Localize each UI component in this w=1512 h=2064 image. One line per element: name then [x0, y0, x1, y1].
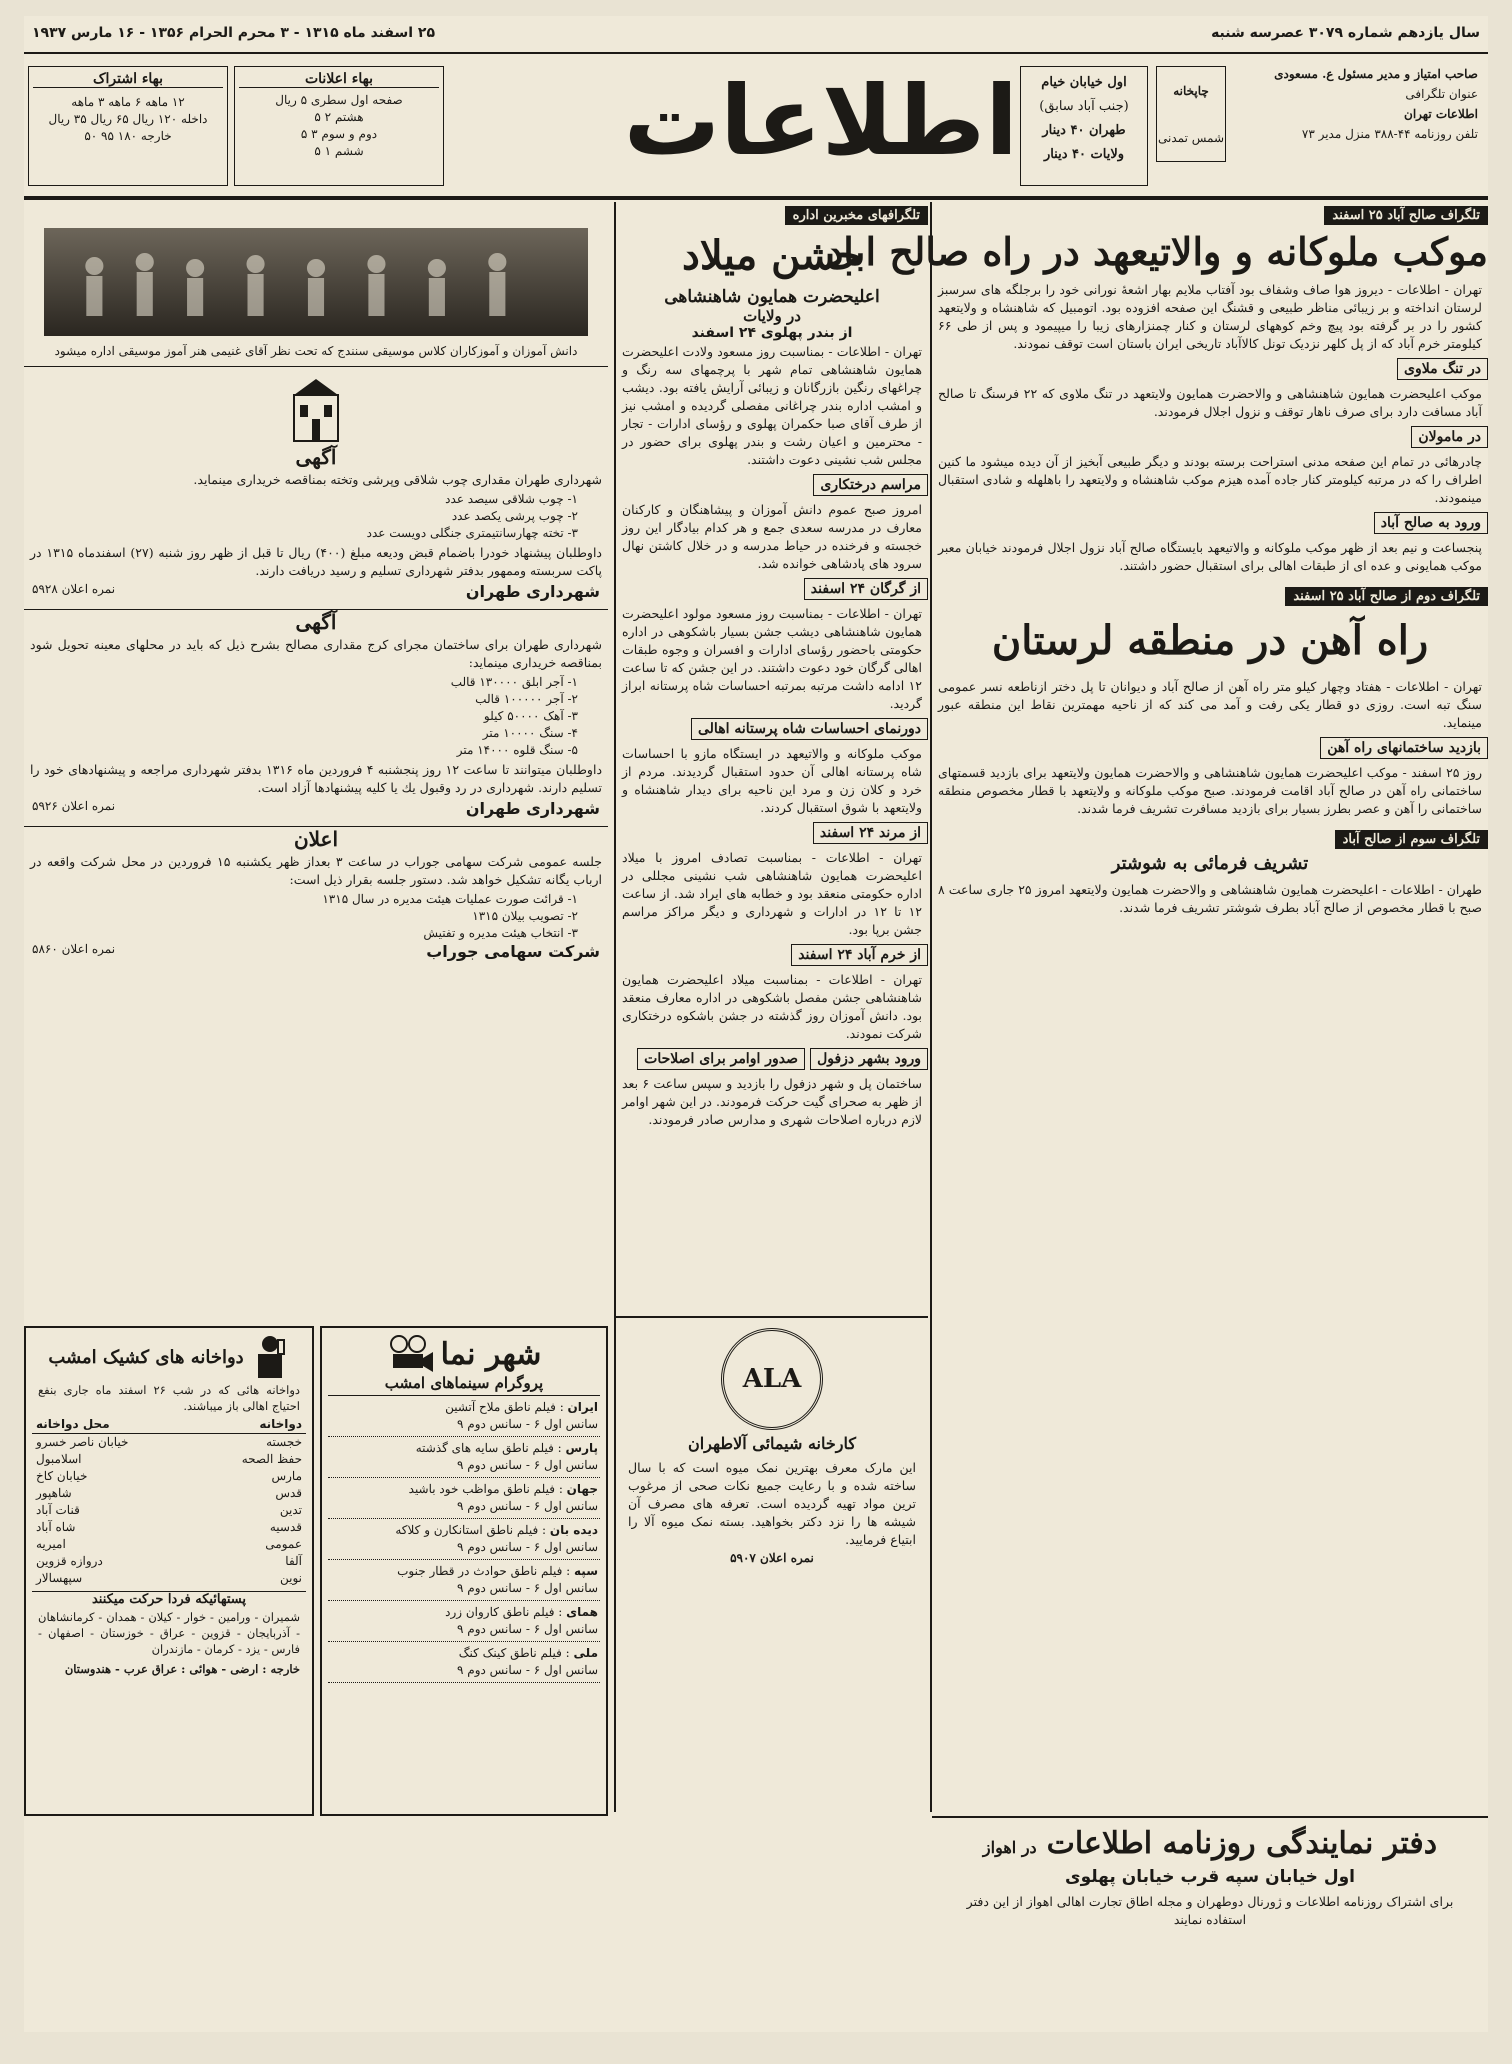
divider	[24, 366, 608, 367]
cinema-name: جهان	[566, 1482, 598, 1496]
pharmacy-row	[32, 1434, 306, 1451]
address-line: طهران ۴۰ دینار	[1042, 123, 1126, 138]
secondary-headline: راه آهن در منطقه لرستان	[991, 617, 1429, 664]
notice-items	[24, 674, 608, 759]
owner-line: اطلاعات تهران	[1404, 107, 1478, 121]
subheading: صدور اوامر برای اصلاحات	[637, 1048, 805, 1070]
notice-item: ۵- سنگ قلوه ۱۴۰۰۰ متر	[456, 743, 578, 757]
notice-items	[24, 491, 608, 542]
section-label: تلگراف دوم از صالح آباد ۲۵ اسفند	[1285, 587, 1488, 606]
birthday-subheadline: در ولایات	[743, 307, 801, 325]
cinema-entry: دیده بان : فیلم ناطق استانکارن و کلاکه سانس اول ۶ - سانس دوم ۹	[328, 1519, 600, 1560]
notice-footer	[24, 799, 608, 818]
pharmacy-box	[24, 1326, 314, 1816]
ala-ad-text: این مارک معرف بهترین نمک میوه است که با سال ساخته شده و با رعایت جمیع نکات صحی از مرغوب ترین مواد تهیه گردیده است. تعرفه های مصرف آن شیشه ها را نزد دکتر بخواهید. بسته نمک میوه آلا را ابتیاع فرمایید.	[628, 1460, 916, 1547]
subheading: ورود به صالح آباد	[1374, 512, 1488, 534]
cinema-film: فیلم ناطق استانکارن و کلاکه	[395, 1523, 539, 1537]
address-box	[1020, 66, 1148, 186]
cinema-name: پارس	[565, 1441, 598, 1455]
printer-stamp-top: چاپخانه	[1173, 83, 1209, 98]
banner-line	[940, 1826, 1480, 1861]
pharmacy-name: نوین	[279, 1571, 302, 1585]
ad-rate-row: هشتم ۲ ۵	[314, 110, 364, 124]
notice-body: داوطلبان پیشنهاد خودرا باضمام قبض ودیعه مبلغ (۴۰۰) ریال تا قبل از ظهر روز شنبه (۲۷) اسفندماه ۱۳۱۵ در پاکت سربسته وممهور بدفتر شهرداری تسلیم و رسید دریافت دارند.	[30, 545, 602, 578]
subheading: مراسم درختکاری	[813, 474, 928, 496]
pharmacy-intro: دواخانه هائی که در شب ۲۶ اسفند ماه جاری بنفع احتیاج اهالی باز میباشند.	[38, 1383, 300, 1413]
owner-line: صاحب امتیاز و مدیر مسئول ع. مسعودی	[1274, 67, 1478, 81]
pharmacy-title: دواخانه های کشیک امشب	[48, 1346, 244, 1368]
notice-footer	[24, 582, 608, 601]
banner-title: دفتر نمایندگی روزنامه اطلاعات	[1046, 1826, 1438, 1861]
pharmacy-table-header	[32, 1416, 306, 1434]
cinema-name: ملی	[573, 1646, 598, 1660]
dateline-issue: سال یازدهم شماره ۳۰۷۹ عصرسه شنبه	[1211, 25, 1480, 41]
cinema-film: فیلم ناطق حوادث در قطار جنوب	[397, 1564, 563, 1578]
pharmacy-location: خیابان کاخ	[36, 1469, 88, 1483]
cinema-list	[328, 1396, 600, 1683]
notice-title: آگهی	[295, 445, 337, 469]
owner-line: عنوان تلگرافی	[1405, 87, 1478, 101]
notice-item: ۱- چوب شلاقی سیصد عدد	[445, 492, 578, 506]
article-paragraph: تهران - اطلاعات - هفتاد وچهار کیلو متر راه آهن از صالح آباد و دیوانان تا پل دختر ازناطعه نسر عمومی سنگ تبه است. روزی دو قطار یکی رفت و آمد می کند که از ناحیه مهمترین نقاط این منطقه عبور مینماید.	[938, 679, 1482, 730]
cinema-entry: ایران : فیلم ناطق ملاح آتشین سانس اول ۶ - سانس دوم ۹	[328, 1396, 600, 1437]
article-paragraph: پنجساعت و نیم بعد از ظهر موکب ملوکانه و والاتیعهد بایستگاه صالح آباد نزول اجلال فرمودند خیابان معبر موکب همایونی و عده ای از طبقات اهالی برای استقبال حضور داشتند.	[938, 540, 1482, 573]
building-emblem-icon	[286, 375, 346, 445]
subheading: از گرگان ۲۴ اسفند	[804, 578, 928, 600]
article-paragraph: چادرهائی در تمام این صفحه مدنی استراحت برسته بودند و دیگر طبیعی آبخیز از آن دیده میشود ما کنین اطراف را که در مرتبه کیلومتر کنار جاده آمده هیزم موکب شاهنشاه و ولایتعهد را باهلهله و شادی استقبال مینمودند.	[938, 454, 1482, 505]
cinema-times: سانس اول ۶ - سانس دوم ۹	[457, 1458, 598, 1472]
pharmacy-name: مارس	[271, 1469, 302, 1483]
ala-advert	[616, 1316, 928, 1616]
section-label: تلگراف سوم از صالح آباد	[1335, 830, 1488, 849]
cinema-times: سانس اول ۶ - سانس دوم ۹	[457, 1417, 598, 1431]
cinema-header	[328, 1334, 600, 1374]
cinema-program-title: پروگرام سینماهای امشب	[328, 1374, 600, 1396]
pharmacy-location: شاه آباد	[36, 1520, 76, 1534]
notice-body: شهرداری طهران برای ساختمان مجرای کرج مقداری مصالح بشرح ذیل که باید در محلهای معینه تحویل شود بمناقصه خریداری مینماید:	[30, 637, 602, 670]
subheading: در تنگ ملاوی	[1397, 358, 1488, 380]
masthead-rule	[24, 196, 1488, 200]
pharmacy-name: قدسیه	[269, 1520, 302, 1534]
cinema-film: فیلم ناطق کاروان زرد	[445, 1605, 555, 1619]
section-label: تلگراف صالح آباد ۲۵ اسفند	[1324, 206, 1488, 225]
music-class-photo	[44, 228, 588, 336]
ad-rates-title: بهاء اعلانات	[239, 71, 439, 88]
dateline-date: ۲۵ اسفند ماه ۱۳۱۵ - ۳ محرم الحرام ۱۳۵۶ - ۱۶ مارس ۱۹۳۷	[32, 25, 436, 41]
pharmacy-row	[32, 1519, 306, 1536]
cinema-film: فیلم ناطق کینک کنگ	[458, 1646, 562, 1660]
pharmacy-location: خیابان ناصر خسرو	[36, 1435, 129, 1449]
pharmacy-location: سپهسالار	[36, 1571, 83, 1585]
notice-body: شهرداری طهران مقداری چوب شلاقی وپرشی وتخته بمناقصه خریداری مینماید.	[193, 472, 602, 487]
postal-body: شمیران - ورامین - خوار - کیلان - همدان - کرمانشاهان - آذربایجان - قزوین - عراق - خوزستان - اصفهان - فارس - یزد - کرمان - مازندران	[38, 1610, 300, 1656]
birthday-subheadline: اعلیحضرت همایون شاهنشاهی	[664, 287, 880, 307]
subheading: تشریف فرمائی به شوشتر	[1111, 853, 1309, 874]
article-paragraph: ساختمان پل و شهر دزفول را بازدید و سپس ساعت ۶ بعد از ظهر به صحرای گیت حرکت فرمودند. در این شهر اوامر لازم درباره اصلاحات شهری و مدارس صادر فرمودند.	[622, 1076, 922, 1127]
subheading: ورود بشهر دزفول	[810, 1048, 928, 1070]
birthday-headline: جشن میلاد	[682, 232, 862, 279]
cinema-entry: جهان : فیلم ناطق مواظب خود باشید سانس اول ۶ - سانس دوم ۹	[328, 1478, 600, 1519]
article-paragraph: تهران - اطلاعات - بمناسبت میلاد اعلیحضرت همایون شاهنشاهی جشن مفصل باشکوهی در اداره معارف منعقد بود. دانش آموزان روز گذشته در جشن باشکوه درختکاری شرکت نمودند.	[622, 972, 922, 1041]
article-paragraph: تهران - اطلاعات - بمناسبت تصادف امروز با میلاد اعلیحضرت همایون شاهنشاهی شب نشینی مجللی در اداره حکومتی منعقد بود و خطابه های ایراد شد. از ساعت ۱۲ تا ۱۲ در ادارات و شهرداری و دیگر مراکز مراسم جشن برپا بود.	[622, 850, 922, 937]
pharmacy-name: قدس	[275, 1486, 302, 1500]
pharmacy-location: دروازه قزوین	[36, 1554, 103, 1568]
cinema-entry: سپه : فیلم ناطق حوادث در قطار جنوب سانس اول ۶ - سانس دوم ۹	[328, 1560, 600, 1601]
municipal-emblem	[24, 375, 608, 445]
subscription-row: ۱۲ ماهه ۶ ماهه ۳ ماهه	[71, 95, 185, 109]
subheading: از مرند ۲۴ اسفند	[813, 822, 928, 844]
notice-footer	[24, 942, 608, 961]
owner-info	[1234, 58, 1484, 178]
pharmacy-row	[32, 1570, 306, 1587]
pharmacy-row	[32, 1468, 306, 1485]
notice-number: نمره اعلان ۵۸۶۰	[32, 942, 116, 956]
subscription-list	[33, 94, 223, 145]
newspaper-page	[24, 16, 1488, 2032]
subscription-box	[28, 66, 228, 186]
cinema-entry: پارس : فیلم ناطق سایه های گذشته سانس اول ۶ - سانس دوم ۹	[328, 1437, 600, 1478]
notice-signature: شهرداری طهران	[465, 582, 600, 601]
cinema-name: ایران	[567, 1400, 598, 1414]
cinema-name: سپه	[574, 1564, 598, 1578]
notice-number: نمره اعلان ۵۹۲۶	[32, 799, 116, 813]
cinema-box	[320, 1326, 608, 1816]
ad-rates-list	[239, 92, 439, 160]
notice-items	[24, 891, 608, 942]
cinema-times: سانس اول ۶ - سانس دوم ۹	[457, 1663, 598, 1677]
photo-caption: دانش آموزان و آموزکاران کلاس موسیقی سنندج که تحت نظر آقای غنیمی هنر آموز موسیقی اداره میشود	[54, 344, 578, 358]
ad-rates-box	[234, 66, 444, 186]
pharmacy-row	[32, 1451, 306, 1468]
subscription-row: داخله ۱۲۰ ریال ۶۵ ریال ۳۵ ریال	[48, 112, 208, 126]
ala-seal-logo: ALA	[721, 1328, 823, 1430]
pharmacy-list	[32, 1434, 306, 1587]
pharmacy-location: قنات آباد	[36, 1503, 80, 1517]
film-projector-icon	[387, 1334, 433, 1374]
dateline-item: از بندر پهلوی ۲۴ اسفند	[691, 325, 853, 341]
photo-figures	[44, 228, 588, 336]
pharmacy-location: شاهپور	[36, 1486, 72, 1500]
cinema-title: شهر نما	[440, 1336, 542, 1372]
pharmacy-row	[32, 1553, 306, 1570]
subheading: در مامولان	[1411, 426, 1488, 448]
ahvaz-office-banner	[932, 1816, 1488, 2016]
banner-city: در اهواز	[982, 1838, 1037, 1857]
notice-title: آگهی	[24, 609, 608, 634]
ad-rate-row: صفحه اول سطری ۵ ریال	[275, 93, 403, 107]
subheading: از خرم آباد ۲۴ اسفند	[791, 944, 928, 966]
notice-item: ۲- تصویب بیلان ۱۳۱۵	[472, 909, 578, 923]
ad-rate-row: دوم و سوم ۳ ۵	[300, 127, 378, 141]
article-paragraph: تهران - اطلاعات - بمناسبت روز مسعود مولود اعلیحضرت همایون شاهنشاهی دیشب جشن بسیار باشکوهی در اداره حکومتی باحضور رؤسای ادارات و افسران و وجوه طبقات اهالی گرگان خود دعوت داشتند. در این جشن که تا ساعت ۱۲ ادامه داشت مرتبه بمرتبه احساسات شاه پرستانه ابراز گردید.	[622, 606, 922, 711]
pharmacy-name: عمومی	[265, 1537, 302, 1551]
subscription-title: بهاء اشتراک	[33, 71, 223, 88]
cinema-times: سانس اول ۶ - سانس دوم ۹	[457, 1499, 598, 1513]
dateline-rule	[24, 52, 1488, 54]
pharmacy-name: حفظ الصحه	[241, 1452, 302, 1466]
pharmacy-location: امیریه	[36, 1537, 66, 1551]
cinema-entry: ملی : فیلم ناطق کینک کنگ سانس اول ۶ - سانس دوم ۹	[328, 1642, 600, 1683]
subscription-row: خارجه ۱۸۰ ۹۵ ۵۰	[84, 129, 172, 143]
article-paragraph: تهران - اطلاعات - دیروز هوا صاف وشفاف بود آفتاب ملایم بهار اشعهٔ نورانی خود را برجلگه های سرسبز لرستان انداخته و بر زیبائی مناظر طبیعی و قشنگ این صفحه افزوده بود. اتومبیل که شاهنشاه و ولایتعهد کشور را در بر گرفته بود پیچ وخم کوههای لرستان و کنار چمنزارهای زیبا را میپیمود و پس از طی ۶۶ کیلومتر خرم آباد که از پل کلهر نزدیک تونل کالاآباد تاریخی ایران باستان است توقف نمودند.	[938, 282, 1482, 351]
notice-body: داوطلبان میتوانند تا ساعت ۱۲ روز پنجشنبه ۴ فروردین ماه ۱۳۱۶ بدفتر شهرداری مراجعه و پیشنهادهای خود را تسلیم دارند. شهرداری در رد وقبول یك یا کلیه پیشنهادها آزاد است.	[30, 762, 603, 795]
banner-address: اول خیابان سپه قرب خیابان پهلوی	[1065, 1867, 1355, 1887]
cinema-film: فیلم ناطق مواظب خود باشید	[408, 1482, 555, 1496]
postal-title: پستهائیکه فردا حرکت میکنند	[32, 1591, 306, 1607]
notice-item: ۱- آجر ابلق ۱۳۰۰۰۰ قالب	[450, 675, 578, 689]
notice-number: نمره اعلان ۵۹۲۸	[32, 582, 116, 596]
notice-item: ۳- آهک ۵۰۰۰۰ کیلو	[483, 709, 578, 723]
cinema-film: فیلم ناطق سایه های گذشته	[415, 1441, 554, 1455]
notice-item: ۴- سنگ ۱۰۰۰۰ متر	[482, 726, 578, 740]
cinema-times: سانس اول ۶ - سانس دوم ۹	[457, 1622, 598, 1636]
printer-stamp	[1156, 66, 1226, 162]
cinema-name: همای	[566, 1605, 598, 1619]
address-line: ولایات ۴۰ دینار	[1043, 147, 1125, 162]
notice-item: ۲- آجر ۱۰۰۰۰۰ قالب	[475, 692, 578, 706]
notice-signature: شهرداری طهران	[465, 799, 600, 818]
printer-stamp-bottom: شمس تمدنی	[1157, 130, 1225, 145]
article-paragraph: روز ۲۵ اسفند - موکب اعلیحضرت همایون شاهنشاهی و والاحضرت همایون ولایتعهد برای بازدید قسمتهای ساختمانی راه آهن در صالح آباد اقامت فرمودند. صبح موکب ملوکانه و ولایتعهد با قطار مخصوص منطقه ساختمانی را آهن و عصر بطرز بسیار برای بازدید مسافرت تشریف فرما شدند.	[938, 765, 1482, 816]
notice-item: ۱- قرائت صورت عملیات هیئت مدیره در سال ۱۳۱۵	[322, 892, 578, 906]
pharmacy-col-name: دواخانه	[259, 1417, 302, 1431]
masthead-title: اطلاعات	[623, 65, 1018, 177]
main-headline: موکب ملوکانه و والاتیعهد در راه صالح اباد	[826, 229, 1488, 274]
article-paragraph: موکب اعلیحضرت همایون شاهنشاهی و والاحضرت همایون ولایتعهد در تنگ ملاوی که ۲۲ فرسنگ تا صالح آباد مسافت دارد برای صرف ناهار توقف و نزول اجلال فرمودند.	[938, 386, 1482, 419]
cinema-name: دیده بان	[549, 1523, 598, 1537]
pharmacy-location: اسلامبول	[36, 1452, 82, 1466]
cinema-times: سانس اول ۶ - سانس دوم ۹	[457, 1581, 598, 1595]
pharmacy-name: آلفا	[285, 1554, 302, 1568]
notice-item: ۳- تخته چهارسانتیمتری جنگلی دویست عدد	[366, 526, 578, 540]
pharmacy-header	[32, 1334, 306, 1380]
notice-item: ۲- چوب پرشی یکصد عدد	[451, 509, 578, 523]
pharmacy-row	[32, 1536, 306, 1553]
pharmacy-row	[32, 1485, 306, 1502]
article-paragraph: امروز صبح عموم دانش آموزان و پیشاهنگان و کارکنان معارف در مدرسه سعدی جمع و هر کدام بیادگار این روز خجسته و فرخنده در حیاط مدرسه و در خلال کاشتن نهال سرود های پادشاهی خوانده شد.	[622, 502, 922, 571]
notice-title: اعلان	[24, 826, 608, 851]
notice-body: جلسه عمومی شرکت سهامی جوراب در ساعت ۳ بعداز ظهر یکشنبه ۱۵ فروردین در محل شرکت واقعه در ارباب یگانه تشکیل خواهد شد. دستور جلسه بقرار ذیل است:	[30, 854, 602, 887]
pharmacist-icon	[250, 1334, 290, 1380]
ala-product-name: کارخانه شیمائی آلاطهران	[687, 1434, 856, 1453]
subheading: دورنمای احساسات شاه پرستانه اهالی	[691, 718, 928, 740]
address-line: اول خیابان خیام	[1041, 75, 1127, 90]
cinema-film: فیلم ناطق ملاح آتشین	[445, 1400, 556, 1414]
ad-rate-row: ششم ۱ ۵	[314, 144, 364, 158]
article-paragraph: موکب ملوکانه و والاتیعهد در ایستگاه مازو با احساسات شاه پرستانه اهالی آن حدود استقبال گردیدند. مردم از خرد و کلان زن و مرد این ناحیه برای دیدار شاهنشاه و ولایتعهد با شوق استقبال کردند.	[622, 746, 922, 815]
postal-foreign: خارجه : ارضی - هوائی : عراق عرب - هندوستان	[64, 1662, 300, 1676]
ala-ad-number: نمره اعلان ۵۹۰۷	[730, 1551, 814, 1565]
article-paragraph: تهران - اطلاعات - بمناسبت روز مسعود ولادت اعلیحضرت همایون شاهنشاهی تمام شهر با پرچمهای سه رنگ و چراغهای رنگین بازرگانان و زیبائی آرایش یافته بود. دیشب و امشب اداره بندر چراغانی مفصلی گردیده و امشب نیز از طرف آقای صبا حکمران پهلوی و رؤسای ادارات - تجار - محترمین و اعیان رشت و بندر پهلوی برای حضور در مجلس شب نشینی دعوت داشتند.	[622, 344, 922, 467]
pharmacy-name: تدین	[279, 1503, 302, 1517]
owner-line: تلفن روزنامه ۴۴-۳۸۸ منزل مدیر ۷۳	[1301, 127, 1478, 141]
article-paragraph: طهران - اطلاعات - اعلیحضرت همایون شاهنشاهی و والاحضرت همایون ولایتعهد امروز ۲۵ جاری ساعت ۸ صبح با قطار مخصوص از صالح آباد بطرف شوشتر تشریف فرما شدند.	[938, 882, 1482, 915]
subheading: بازدید ساختمانهای راه آهن	[1320, 737, 1488, 759]
pharmacy-row	[32, 1502, 306, 1519]
cinema-times: سانس اول ۶ - سانس دوم ۹	[457, 1540, 598, 1554]
pharmacy-col-location: محل دواخانه	[36, 1417, 110, 1431]
notice-item: ۳- انتخاب هیئت مدیره و تفتیش	[423, 926, 578, 940]
address-line: (جنب آباد سابق)	[1039, 99, 1129, 114]
banner-note: برای اشتراک روزنامه اطلاعات و ژورنال دوطهران و مجله اطاق تجارت اهالی اهواز از این دفتر استفاده نمایند	[966, 1894, 1454, 1927]
section-label: تلگرافهای مخبرین اداره	[785, 206, 928, 225]
pharmacy-name: خجسته	[266, 1435, 302, 1449]
dateline-bar	[24, 16, 1488, 50]
notice-signature: شرکت سهامی جوراب	[426, 942, 600, 961]
cinema-entry: همای : فیلم ناطق کاروان زرد سانس اول ۶ - سانس دوم ۹	[328, 1601, 600, 1642]
